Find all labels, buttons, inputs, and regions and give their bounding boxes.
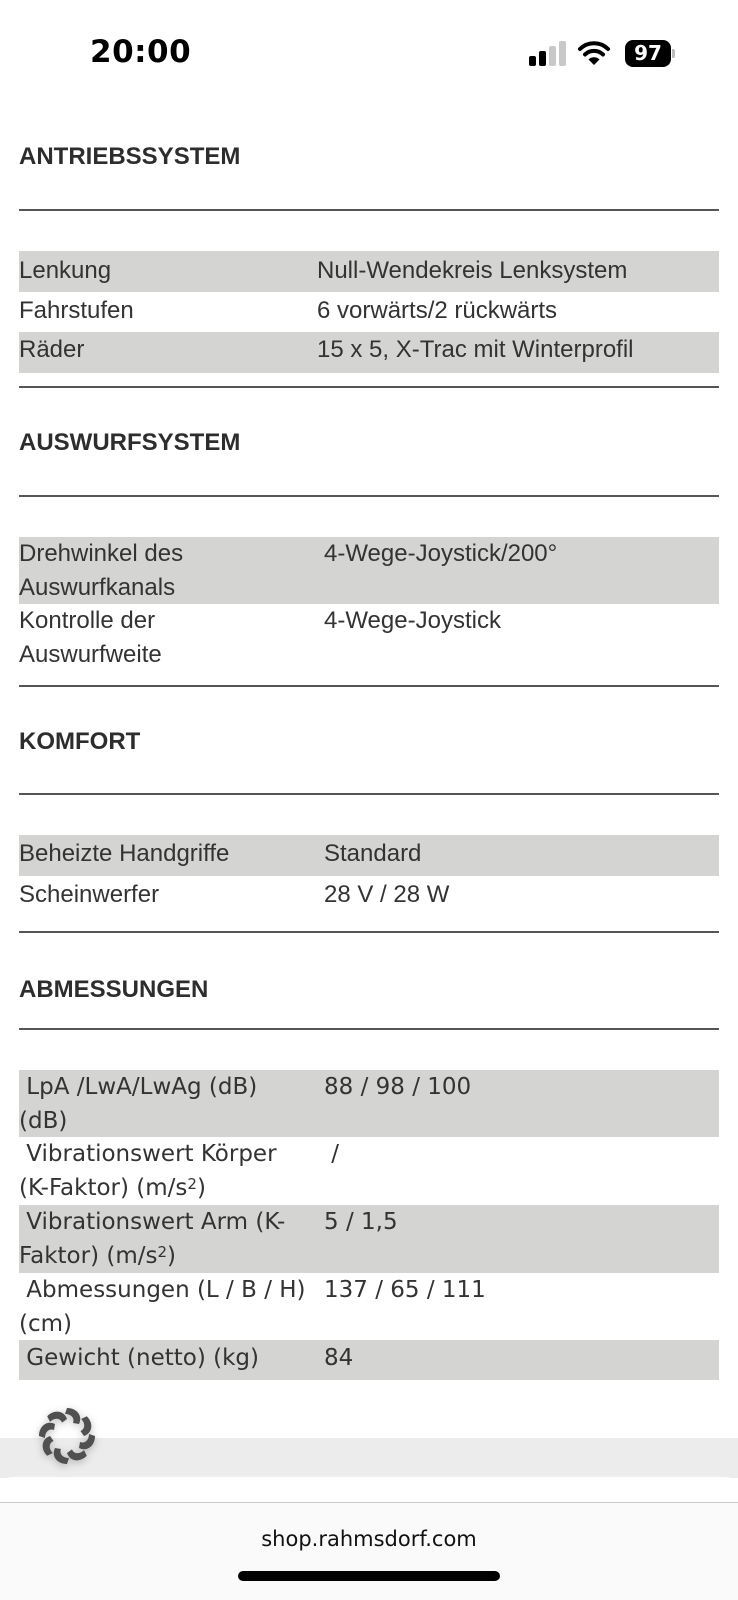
spec-key: Scheinwerfer: [19, 881, 160, 908]
spec-key-continued: Auswurfkanals: [19, 574, 176, 601]
spec-key: Abmessungen (L / B / H): [19, 1277, 306, 1303]
section-title-komfort: KOMFORT: [19, 728, 141, 755]
spec-value: 15 x 5, X-Trac mit Winterprofil: [317, 336, 634, 363]
spec-key: Lenkung: [19, 257, 112, 284]
section-title-antriebssystem: ANTRIEBSSYSTEM: [19, 143, 241, 170]
spec-row: [19, 251, 719, 292]
divider: [19, 1028, 719, 1030]
address-bar-url[interactable]: shop.rahmsdorf.com: [261, 1527, 477, 1551]
battery-level: 97: [625, 40, 671, 67]
battery-icon: [625, 40, 673, 67]
spec-key-continued: Auswurfweite: [19, 641, 162, 668]
spec-value: 88 / 98 / 100: [324, 1074, 472, 1100]
divider: [19, 209, 719, 211]
spec-key: Vibrationswert Arm (K-: [19, 1209, 286, 1235]
spec-row: [19, 1273, 719, 1340]
section-title-auswurfsystem: AUSWURFSYSTEM: [19, 429, 241, 456]
spec-value: 6 vorwärts/2 rückwärts: [317, 297, 558, 324]
spec-key: Fahrstufen: [19, 297, 134, 324]
spec-row: [19, 876, 719, 916]
spec-row: [19, 1340, 719, 1380]
spec-row: [19, 332, 719, 373]
divider: [19, 685, 719, 687]
home-indicator[interactable]: [238, 1571, 500, 1581]
spec-row: [19, 537, 719, 604]
spec-value: 4-Wege-Joystick: [324, 607, 501, 634]
spec-key-continued: (cm): [19, 1311, 72, 1337]
spec-row: [19, 1070, 719, 1137]
spec-key: Beheizte Handgriffe: [19, 840, 230, 867]
page-background: [0, 1438, 738, 1478]
spec-key: Räder: [19, 336, 85, 363]
spec-key-continued: Faktor) $(m/s^2)$: [19, 1243, 177, 1269]
spec-key: Kontrolle der: [19, 607, 156, 634]
spec-key: Vibrationswert Körper: [19, 1141, 277, 1167]
spec-value: /: [324, 1141, 340, 1167]
divider: [19, 386, 719, 388]
divider: [19, 793, 719, 795]
wifi-icon: [578, 40, 610, 66]
spec-value: Standard: [324, 840, 422, 867]
spec-value: 28 V / 28 W: [324, 881, 450, 908]
divider: [19, 931, 719, 933]
status-bar: [0, 0, 738, 100]
spec-row: [19, 604, 719, 672]
spec-key: LpA /LwA/LwAg (dB): [19, 1074, 258, 1100]
spinner-icon: [36, 1405, 98, 1467]
section-title-abmessungen: ABMESSUNGEN: [19, 976, 209, 1003]
spec-value: 84: [324, 1345, 354, 1371]
spec-key-continued: (dB): [19, 1108, 68, 1134]
status-time: 20:00: [90, 34, 192, 70]
browser-bottom-bar: [0, 1502, 738, 1600]
divider: [19, 495, 719, 497]
spec-value: 137 / 65 / 111: [324, 1277, 486, 1303]
spec-row: [19, 292, 719, 332]
spec-value: 5 / 1,5: [324, 1209, 398, 1235]
spec-value: 4-Wege-Joystick/200°: [324, 540, 558, 567]
spec-key: Gewicht (netto) (kg): [19, 1345, 259, 1371]
spec-key-continued: (K-Faktor) $(m/s^2)$: [19, 1175, 206, 1201]
spec-row: [19, 1137, 719, 1205]
spec-value: Null-Wendekreis Lenksystem: [317, 257, 628, 284]
cellular-signal-icon: [529, 42, 567, 66]
spec-key: Drehwinkel des: [19, 540, 184, 567]
spec-row: [19, 1205, 719, 1273]
spec-row: [19, 835, 719, 876]
